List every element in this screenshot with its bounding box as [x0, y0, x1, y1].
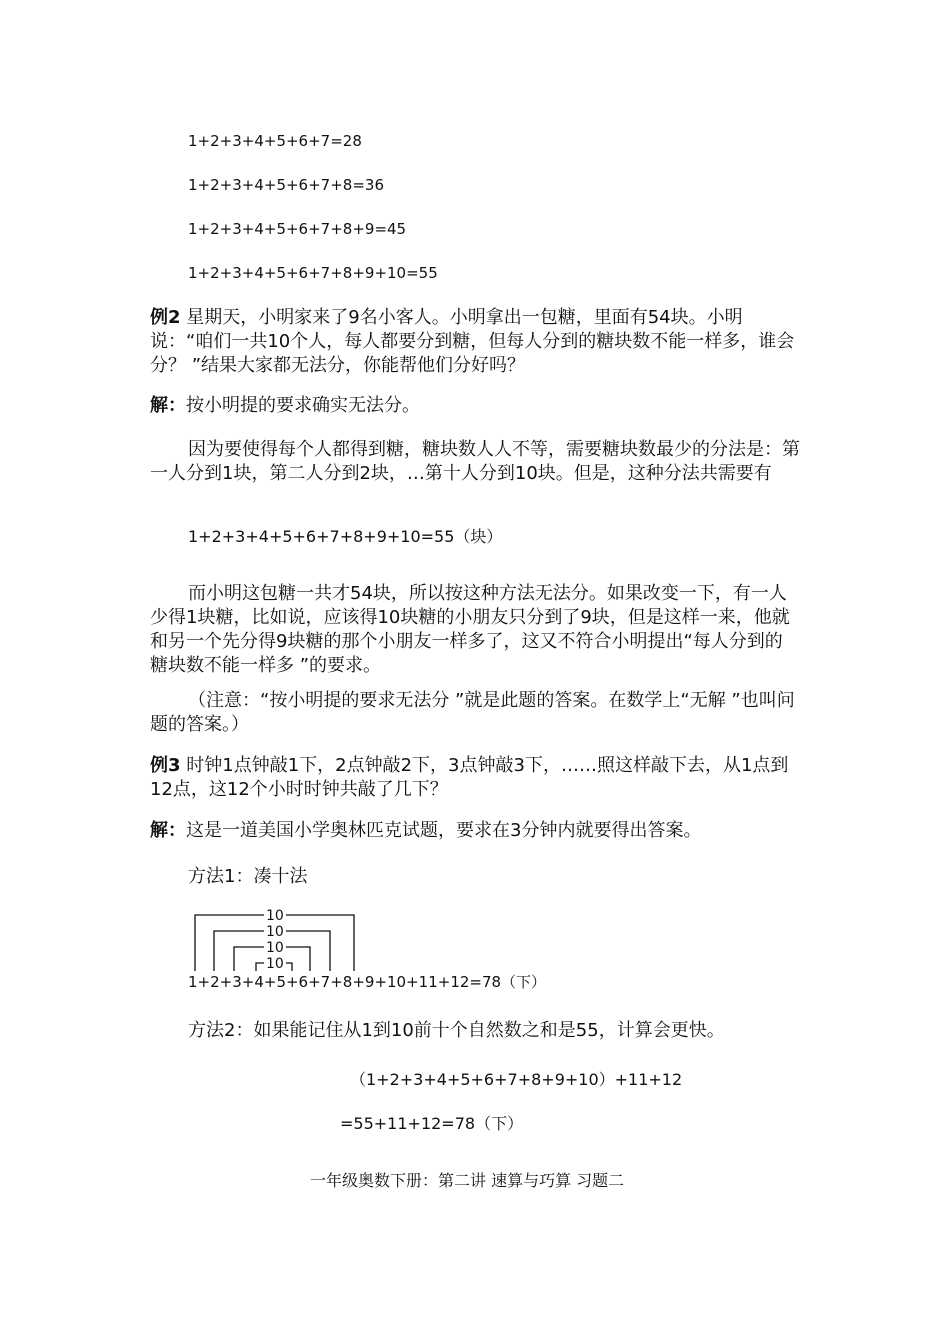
equation-line: 1+2+3+4+5+6+7+8+9+10=55	[188, 264, 438, 282]
solution-2-text: 按小明提的要求确实无法分。	[186, 395, 420, 416]
example-3	[150, 754, 800, 802]
bracket-3-left	[234, 947, 264, 971]
bracket-3-right	[286, 947, 310, 971]
solution-2-label: 解：	[150, 395, 186, 416]
bracket-outer-left	[195, 915, 264, 971]
equation-line: 1+2+3+4+5+6+7+8+9=45	[188, 220, 407, 238]
pairing-diagram	[188, 905, 548, 995]
bracket-inner-left	[256, 963, 264, 971]
example-3-label: 例3	[150, 755, 181, 776]
example-2	[150, 306, 800, 378]
solution-2-equation: 1+2+3+4+5+6+7+8+9+10=55（块）	[188, 527, 503, 546]
solution-3-label: 解：	[150, 820, 186, 841]
calc-line-1: （1+2+3+4+5+6+7+8+9+10）+11+12	[350, 1070, 683, 1089]
solution-3-text: 这是一道美国小学奥林匹克试题，要求在3分钟内就要得出答案。	[186, 820, 702, 841]
method-1-title: 方法1：凑十法	[188, 866, 308, 887]
solution-3	[150, 819, 800, 843]
bracket-inner-right	[286, 963, 292, 971]
calc-line-2: =55+11+12=78（下）	[340, 1114, 524, 1133]
bracket-outer-right	[286, 915, 354, 971]
pair-equation: 1+2+3+4+5+6+7+8+9+10+11+12=78（下）	[188, 973, 547, 991]
solution-2-paragraph-2: 而小明这包糖一共才54块，所以按这种方法无法分。如果改变一下，有一人少得1块糖，比如说，应该得10块糖的小朋友只分到了9块，但是这样一来，他就和另一个先分得9块糖的那个小朋友一样多了，这又不符合小明提出“每人分到的糖块数不能一样多 ”的要求。	[150, 583, 790, 676]
example-2-label: 例2	[150, 307, 181, 328]
page-footer: 一年级奥数下册：第二讲 速算与巧算 习题二	[310, 1171, 625, 1190]
equation-line: 1+2+3+4+5+6+7=28	[188, 132, 362, 150]
pair-sum-label: 10	[266, 956, 284, 972]
solution-2-note: （注意：“按小明提的要求无法分 ”就是此题的答案。在数学上“无解 ”也叫问题的答案。）	[150, 690, 795, 735]
example-2-text: 星期天，小明家来了9名小客人。小明拿出一包糖，里面有54块。小明说：“咱们一共10个人，每人都要分到糖，但每人分到的糖块数不能一样多，谁会分？ ”结果大家都无法分，你能帮他们分好吗？	[150, 307, 795, 376]
solution-2-paragraph-1: 因为要使得每个人都得到糖，糖块数人人不等，需要糖块数最少的分法是：第一人分到1块，第二人分到2块，…第十人分到10块。但是，这种分法共需要有	[150, 439, 800, 484]
pair-sum-label: 10	[266, 908, 284, 924]
solution-2	[150, 394, 800, 418]
method-2-text: 方法2：如果能记住从1到10前十个自然数之和是55，计算会更快。	[188, 1020, 725, 1041]
pair-sum-label: 10	[266, 940, 284, 956]
pair-sum-label: 10	[266, 924, 284, 940]
example-3-text: 时钟1点钟敲1下，2点钟敲2下，3点钟敲3下，……照这样敲下去，从1点到12点，这12个小时时钟共敲了几下？	[150, 755, 789, 800]
equation-line: 1+2+3+4+5+6+7+8=36	[188, 176, 384, 194]
